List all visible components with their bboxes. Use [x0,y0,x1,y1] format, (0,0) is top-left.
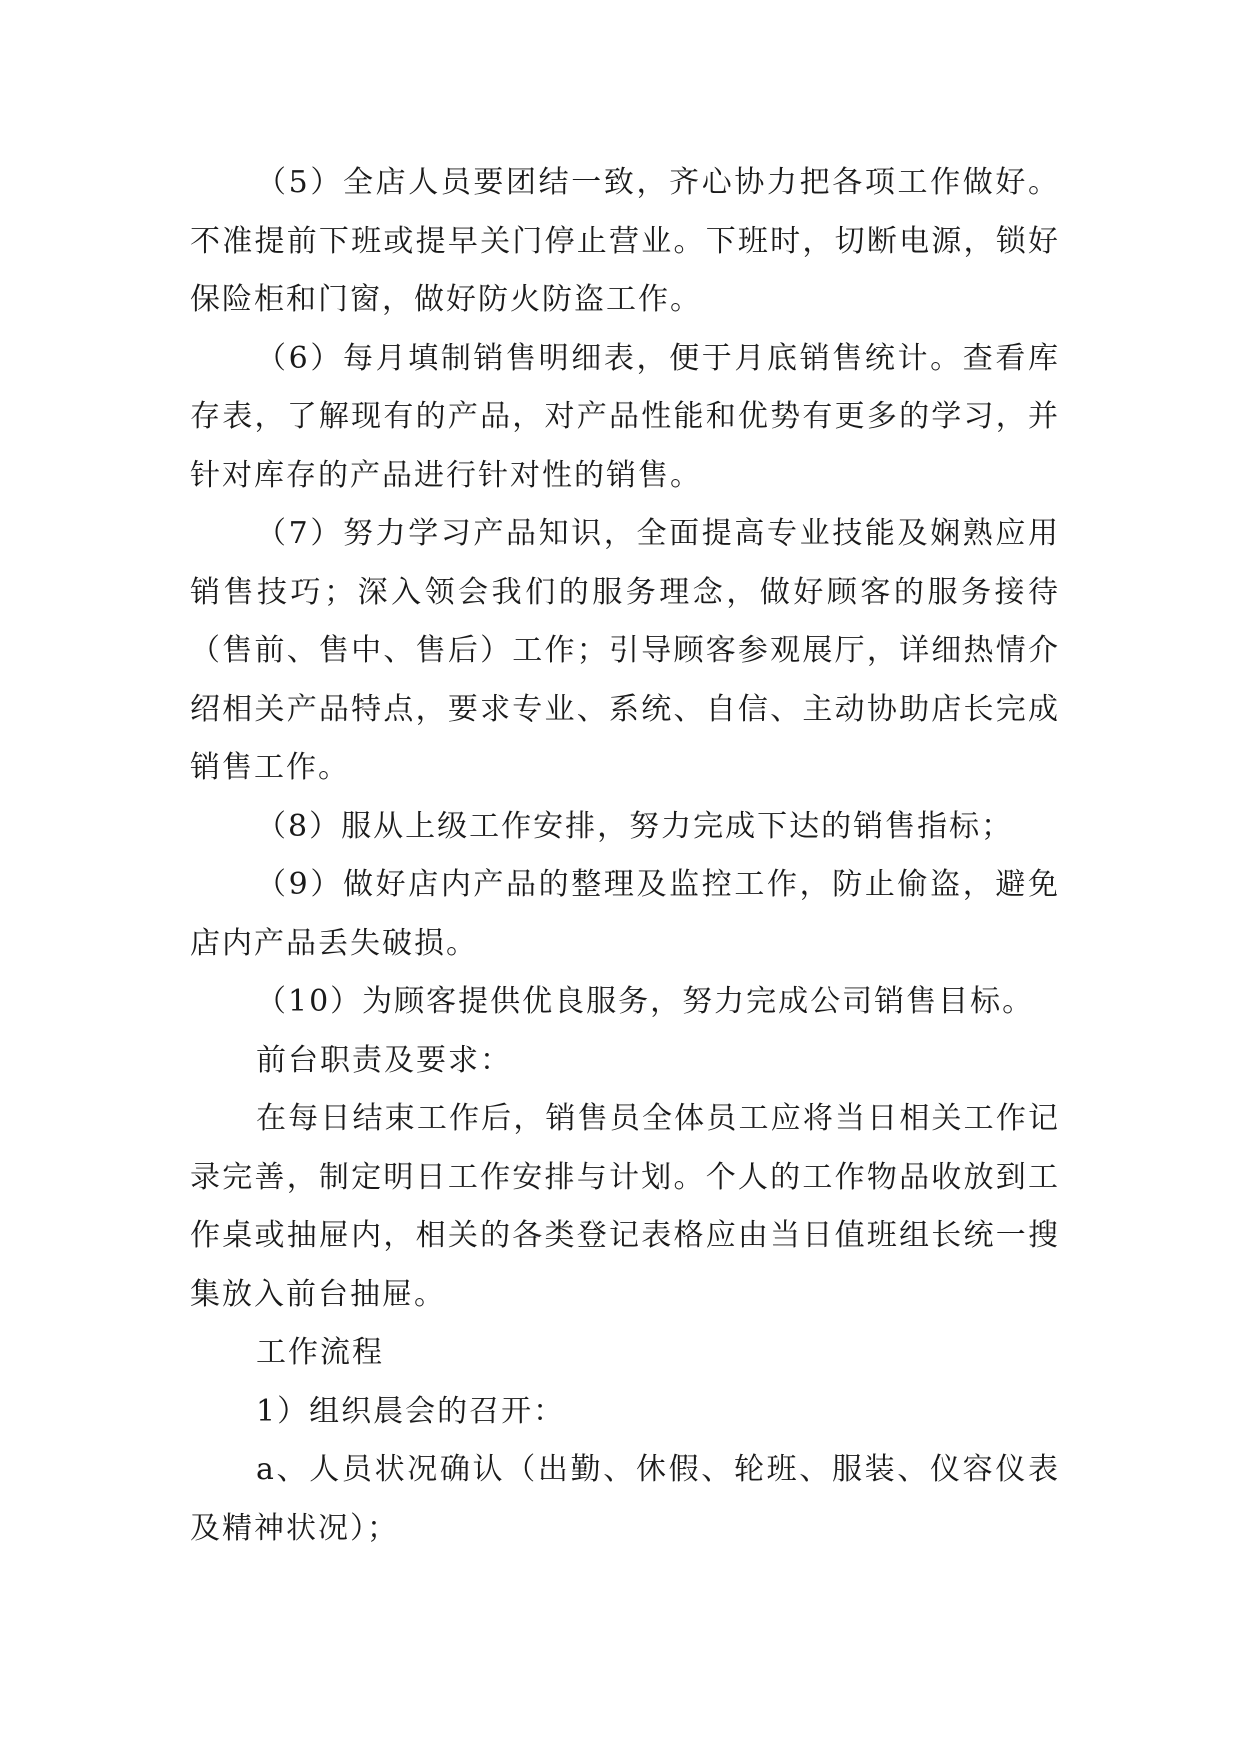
document-page [190,154,1060,1558]
section-heading-front-desk: 前台职责及要求： [256,1042,512,1078]
paragraph-front-desk-body: 在每日结束工作后，销售员全体员工应将当日相关工作记录完善，制定明日工作安排与计划。个人的工作物品收放到工作桌或抽屉内，相关的各类登记表格应由当日值班组长统一搜集放入前台抽屉。 [190,1101,1060,1312]
paragraph-item-5: （5）全店人员要团结一致，齐心协力把各项工作做好。不准提前下班或提早关门停止营业。下班时，切断电源，锁好保险柜和门窗，做好防火防盗工作。 [190,165,1060,317]
paragraph-item-6: （6）每月填制销售明细表，便于月底销售统计。查看库存表，了解现有的产品，对产品性能和优势有更多的学习，并针对库存的产品进行针对性的销售。 [190,340,1060,493]
section-heading-workflow: 工作流程 [256,1335,384,1370]
paragraph-item-10: （10）为顾客提供优良服务，努力完成公司销售目标。 [256,984,1035,1019]
paragraph-item-8: （8）服从上级工作安排，努力完成下达的销售指标； [256,808,1014,844]
paragraph-item-9: （9）做好店内产品的整理及监控工作，防止偷盗，避免店内产品丢失破损。 [190,867,1060,961]
workflow-step-1: 1）组织晨会的召开： [256,1393,566,1429]
workflow-step-1a: a、人员状况确认（出勤、休假、轮班、服装、仪容仪表及精神状况）； [190,1452,1060,1546]
paragraph-item-7: （7）努力学习产品知识，全面提高专业技能及娴熟应用销售技巧；深入领会我们的服务理念，做好顾客的服务接待（售前、售中、售后）工作；引导顾客参观展厅，详细热情介绍相关产品特点，要求专业、系统、自信、主动协助店长完成销售工作。 [190,516,1060,785]
